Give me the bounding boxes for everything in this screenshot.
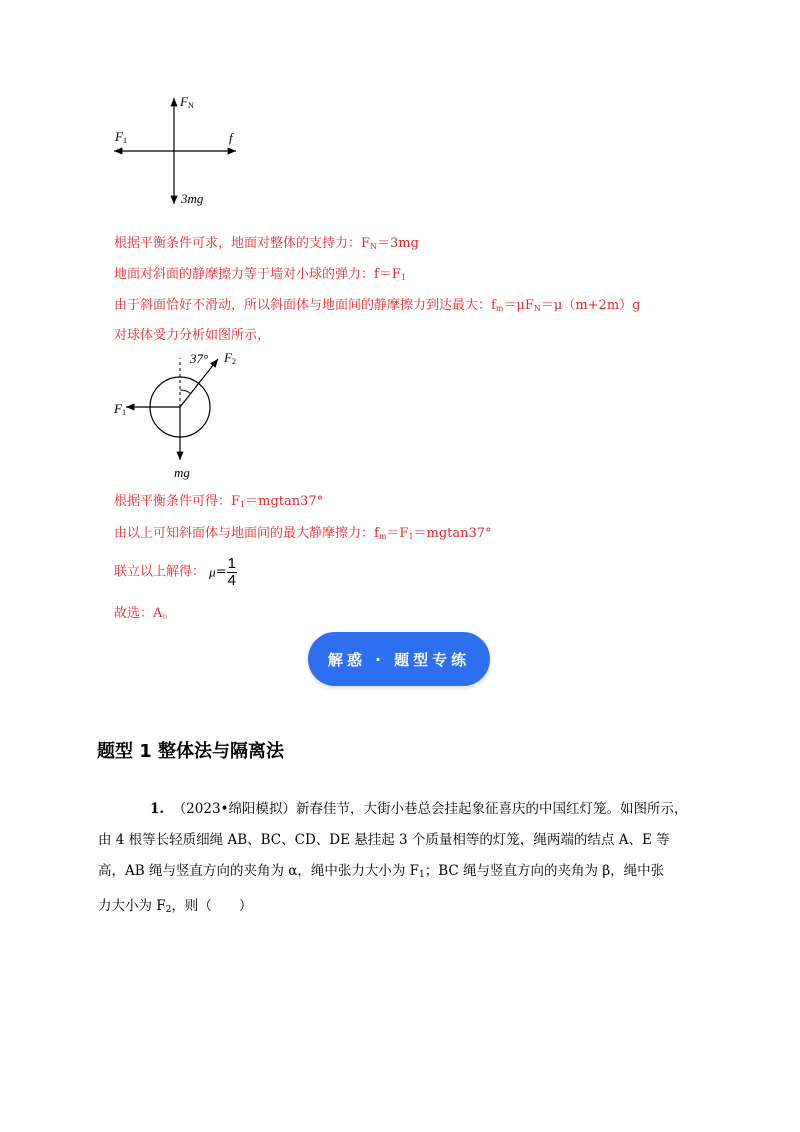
force-diagram-svg — [110, 92, 250, 212]
fraction: $\frac{1}{4}$ — [227, 555, 236, 589]
label-f2: $F_2$ — [224, 350, 236, 366]
label-fn: $F_N$ — [180, 94, 194, 110]
solution-line-1: 根据平衡条件可求，地面对整体的支持力：$F_N=3mg$ — [114, 236, 419, 251]
question-line-1: 1. （2023•绵阳模拟）新春佳节，大街小巷总会挂起象征喜庆的中国红灯笼。如图所示， — [150, 801, 688, 817]
question-number: 1. — [150, 801, 165, 817]
label-f: f — [229, 130, 233, 145]
equals-sign: = — [215, 564, 227, 580]
solution-line-7: 联立以上解得： μ= $\frac{1}{4}$ — [114, 555, 236, 589]
question-1 — [98, 794, 712, 926]
question-line-2: 由 4 根等长轻质细绳 AB、BC、CD、DE 悬挂起 3 个质量相等的灯笼，绳两端的结点 A、E 等 — [98, 832, 670, 848]
solution-line-6: 由以上可知斜面体与地面间的最大静摩擦力：$f_m=F_1=mgtan37^\circ$ — [114, 526, 492, 541]
solution-line-8: 故选：A。 — [114, 606, 176, 621]
solution-line-4: 对球体受力分析如图所示， — [114, 328, 271, 343]
solution-line-3: 由于斜面恰好不滑动，所以斜面体与地面间的静摩擦力到达最大：$f_m=\mu F_N=\mu(m+2m)g$ — [114, 298, 641, 313]
banner-label: 解惑 · 题型专练 — [327, 650, 471, 669]
mu-symbol: μ — [209, 564, 216, 580]
solution-line-2: 地面对斜面的静摩擦力等于墙对小球的弹力：$f=F_1$ — [114, 267, 406, 282]
angle-arc — [180, 390, 190, 393]
label-f1-ball: $F_1$ — [114, 401, 126, 417]
question-line-4: 力大小为 $F_2$，则（ ） — [98, 898, 253, 915]
force-diagram-whole — [110, 92, 250, 212]
solution-line-5: 根据平衡条件可得：$F_1=mgtan37^\circ$ — [114, 494, 324, 509]
practice-banner — [308, 632, 490, 686]
label-weight: 3mg — [181, 191, 204, 206]
label-mg: mg — [174, 465, 190, 480]
ball-diagram-svg — [112, 350, 252, 480]
ball-force-diagram — [112, 350, 252, 480]
section-title: 题型 1 整体法与隔离法 — [97, 741, 285, 762]
label-angle: 37° — [190, 351, 209, 366]
label-f1: $F_1$ — [115, 129, 127, 145]
question-line-3: 高，AB 绳与竖直方向的夹角为 α，绳中张力大小为 $F_1$；BC 绳与竖直方向的夹角为 β，绳中张 — [98, 863, 665, 880]
